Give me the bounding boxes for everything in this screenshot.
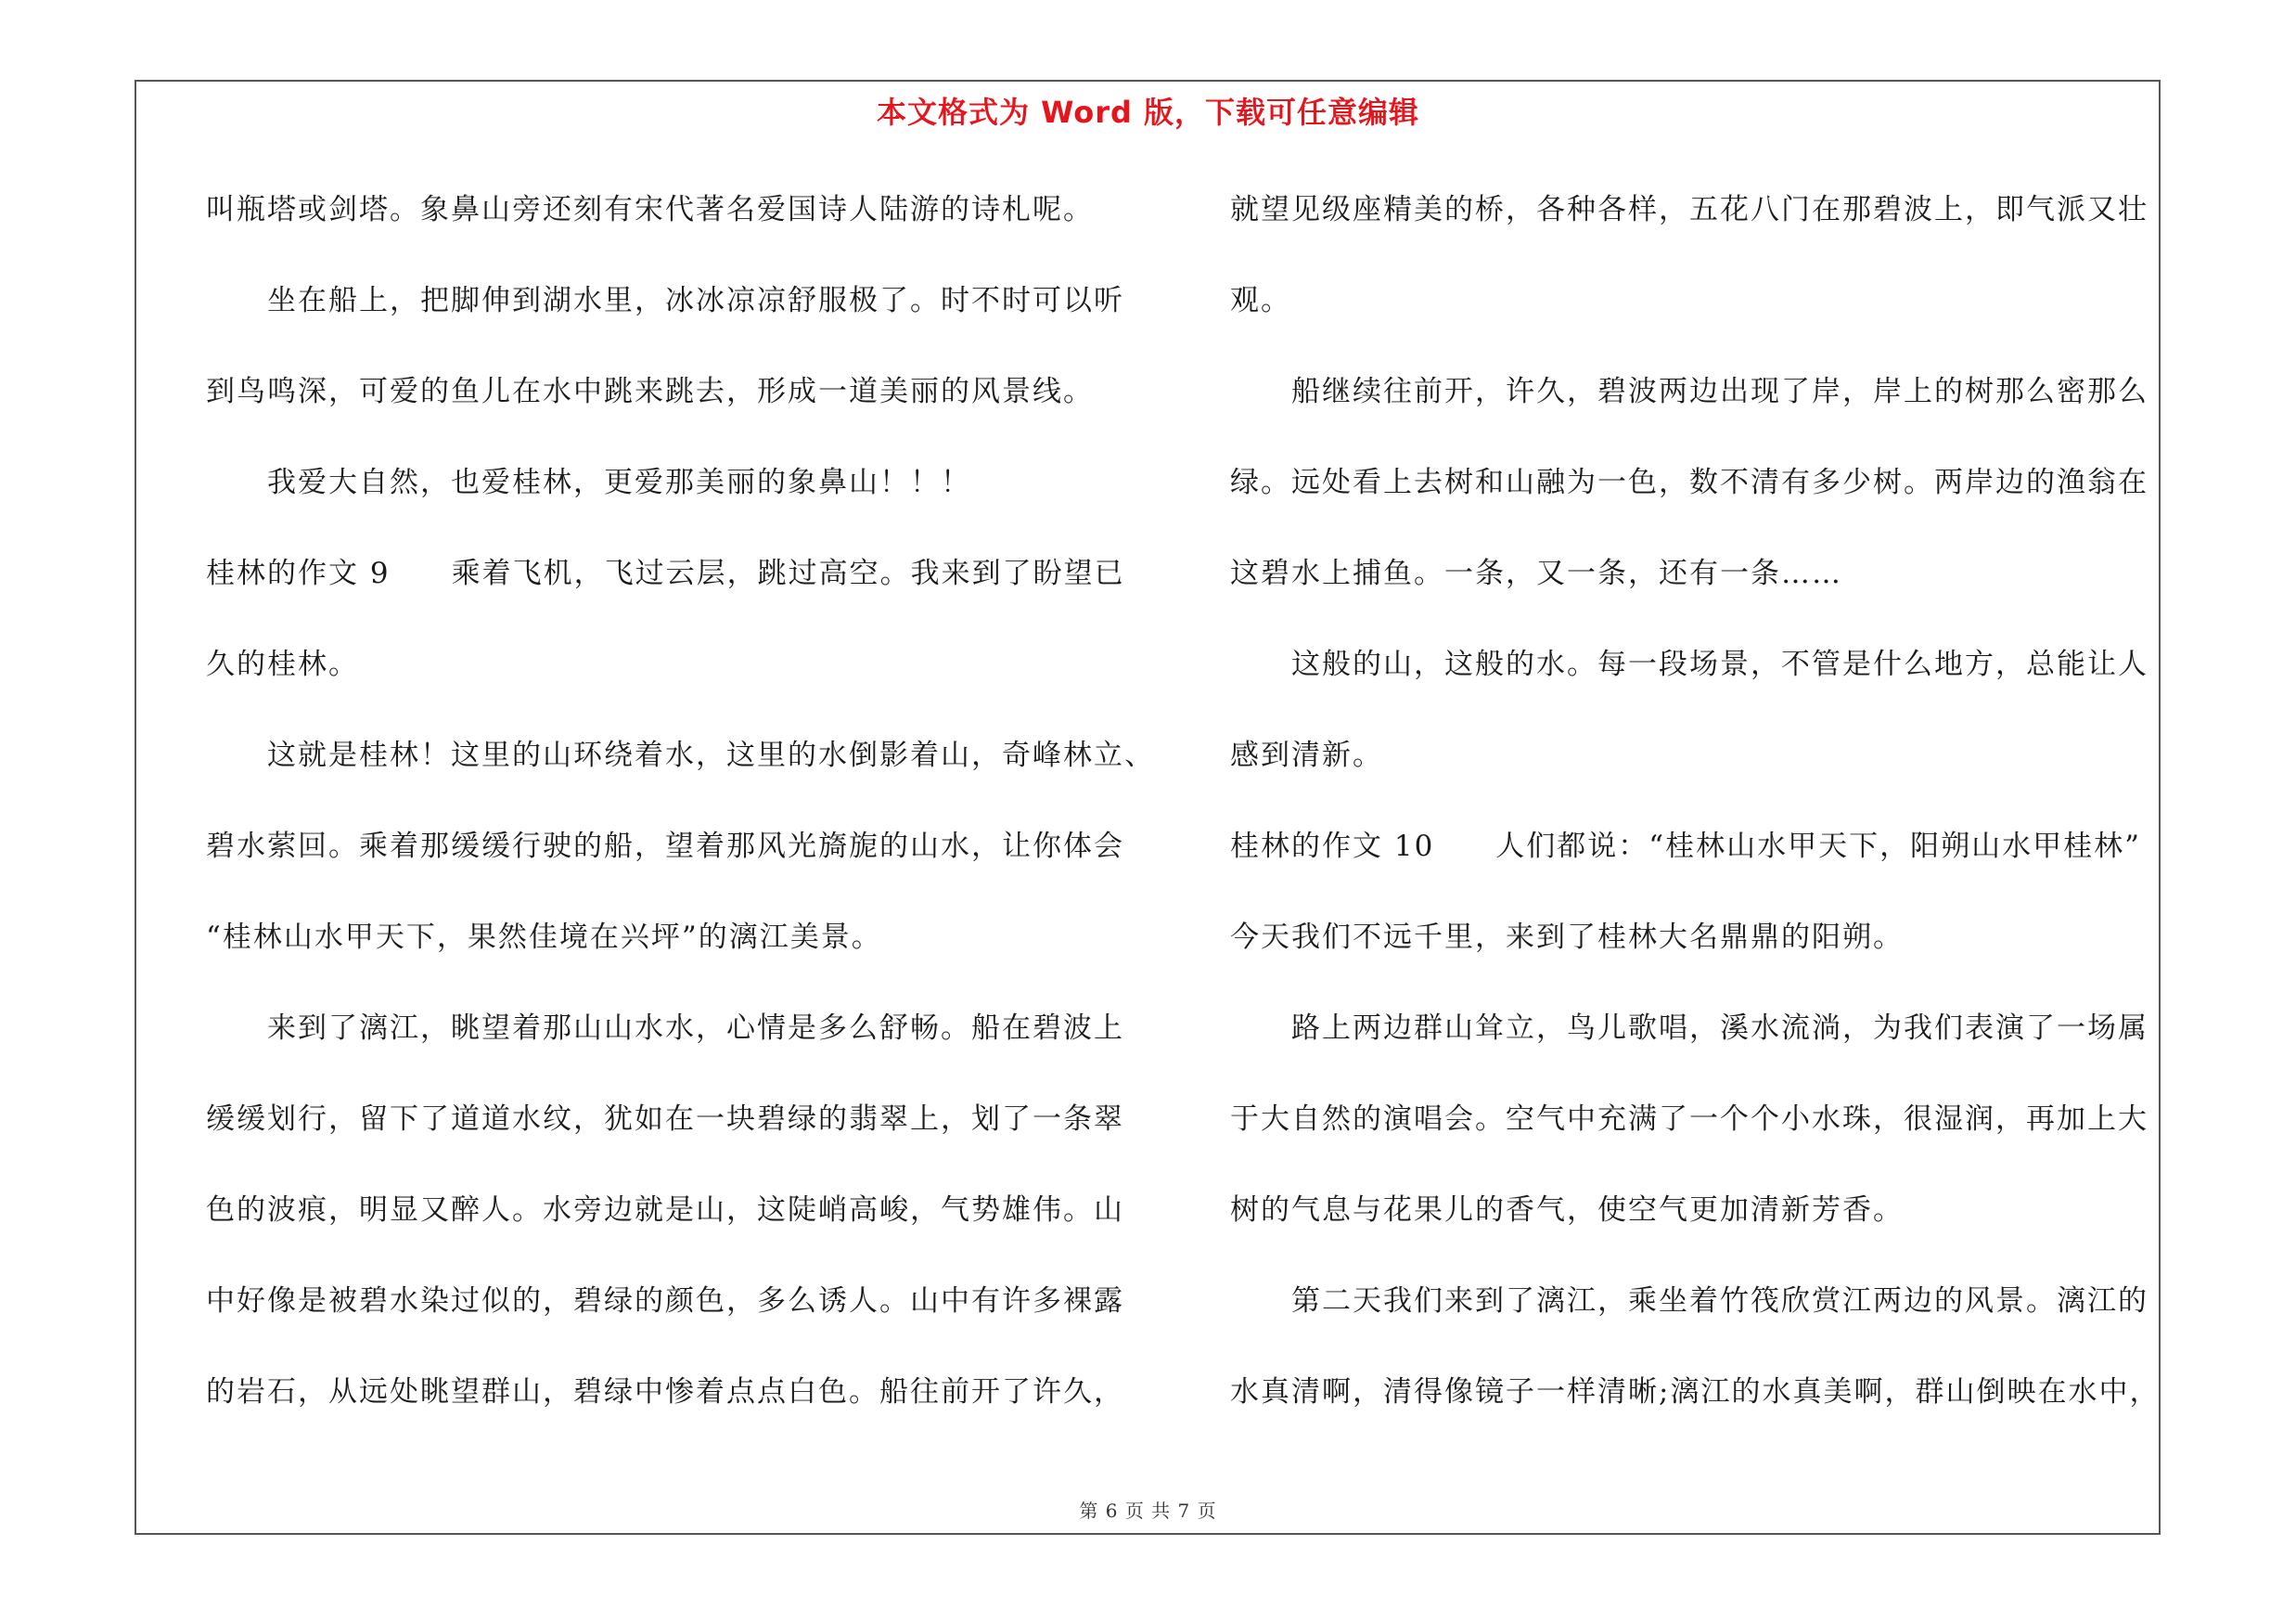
text-line: 我爱大自然，也爱桂林，更爱那美丽的象鼻山！！！: [267, 466, 971, 499]
text-line: 船继续往前开，许久，碧波两边出现了岸，岸上的树那么密那么: [1291, 375, 2148, 408]
text-line: 路上两边群山耸立，鸟儿歌唱，溪水流淌，为我们表演了一场属: [1291, 1011, 2148, 1045]
right-column: [1230, 182, 2169, 1455]
text-line: 叫瓶塔或剑塔。象鼻山旁还刻有宋代著名爱国诗人陆游的诗札呢。: [206, 193, 1094, 226]
text-line: 到鸟鸣深，可爱的鱼儿在水中跳来跳去，形成一道美丽的风景线。: [206, 375, 1094, 408]
text-line: 色的波痕，明显又醉人。水旁边就是山，这陡峭高峻，气势雄伟。山: [206, 1193, 1124, 1227]
text-line: 的岩石，从远处眺望群山，碧绿中惨着点点白色。船往前开了许久，: [206, 1375, 1124, 1409]
left-column: [206, 182, 1155, 1455]
section-heading-line: 桂林的作文 10 人们都说：“桂林山水甲天下，阳朔山水甲桂林”: [1230, 830, 2141, 863]
text-line: 缓缓划行，留下了道道水纹，犹如在一块碧绿的翡翠上，划了一条翠: [206, 1102, 1124, 1136]
word-format-banner: 本文格式为 Word 版，下载可任意编辑: [876, 95, 1420, 130]
page-number-footer: 第 6 页 共 7 页: [1079, 1500, 1217, 1522]
text-line: 碧水萦回。乘着那缓缓行驶的船，望着那风光旖旎的山水，让你体会: [206, 830, 1124, 863]
section-heading-line: 桂林的作文 9 乘着飞机，飞过云层，跳过高空。我来到了盼望已: [206, 557, 1125, 590]
text-line: 感到清新。: [1230, 739, 1383, 772]
text-line: 今天我们不远千里，来到了桂林大名鼎鼎的阳朔。: [1230, 921, 1904, 954]
text-line: 就望见级座精美的桥，各种各样，五花八门在那碧波上，即气派又壮: [1230, 193, 2148, 226]
text-line: 观。: [1230, 284, 1291, 317]
text-line: 坐在船上，把脚伸到湖水里，冰冰凉凉舒服极了。时不时可以听: [267, 284, 1124, 317]
text-line: 绿。远处看上去树和山融为一色，数不清有多少树。两岸边的渔翁在: [1230, 466, 2148, 499]
text-line: 中好像是被碧水染过似的，碧绿的颜色，多么诱人。山中有许多裸露: [206, 1284, 1124, 1318]
text-line: 水真清啊，清得像镜子一样清晰;漓江的水真美啊，群山倒映在水中，: [1230, 1375, 2161, 1409]
text-line: 来到了漓江，眺望着那山山水水，心情是多么舒畅。船在碧波上: [267, 1011, 1124, 1045]
text-line: 这碧水上捕鱼。一条，又一条，还有一条……: [1230, 557, 1842, 590]
text-line: 于大自然的演唱会。空气中充满了一个个小水珠，很湿润，再加上大: [1230, 1102, 2148, 1136]
text-line: 树的气息与花果儿的香气，使空气更加清新芳香。: [1230, 1193, 1904, 1227]
text-line: 久的桂林。: [206, 648, 359, 681]
text-line: 这就是桂林！这里的山环绕着水，这里的水倒影着山，奇峰林立、: [267, 739, 1155, 772]
text-line: 这般的山，这般的水。每一段场景，不管是什么地方，总能让人: [1291, 648, 2148, 681]
text-line: 第二天我们来到了漓江，乘坐着竹筏欣赏江两边的风景。漓江的: [1291, 1284, 2148, 1318]
text-line: “桂林山水甲天下，果然佳境在兴坪”的漓江美景。: [206, 921, 882, 954]
